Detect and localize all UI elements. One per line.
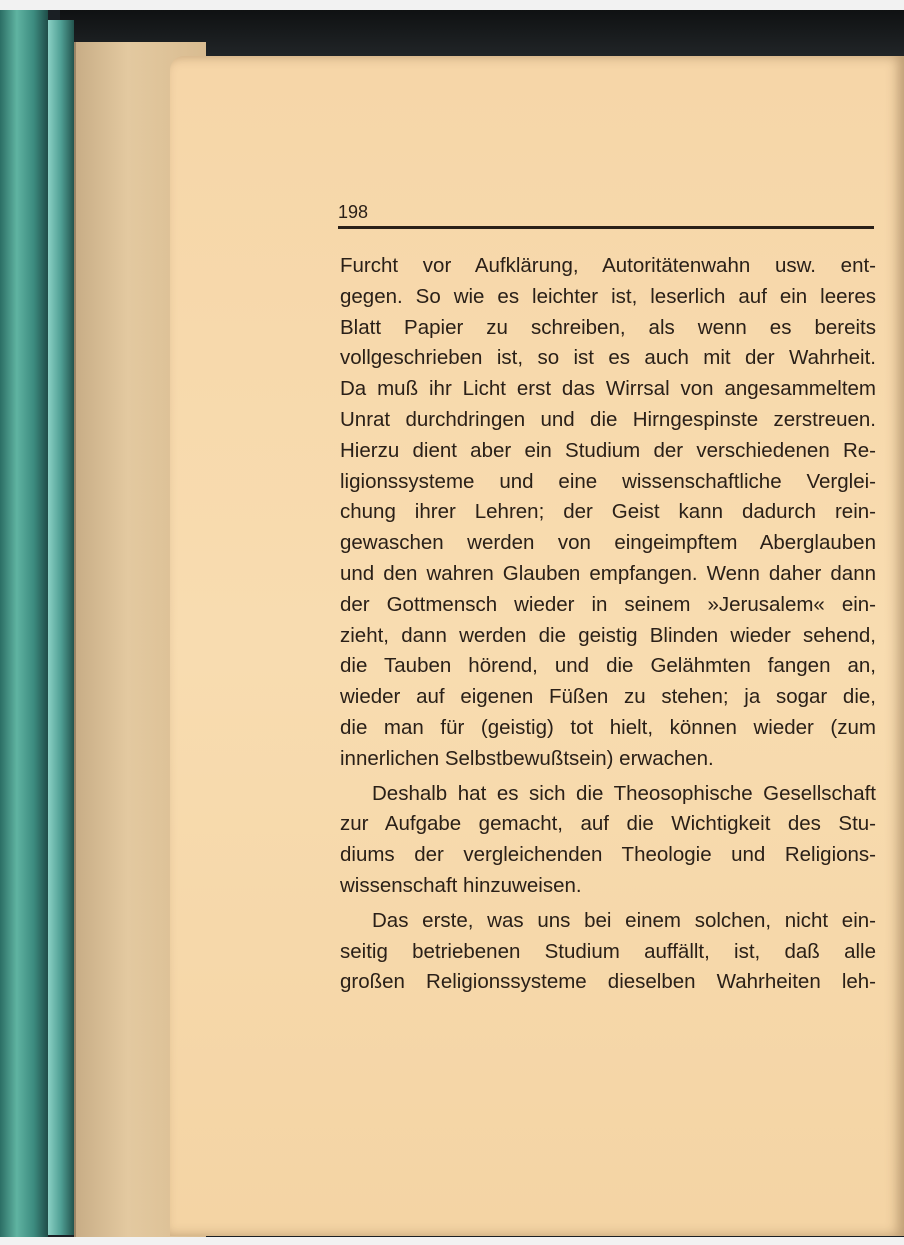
text-line: ligionssysteme und eine wissenschaftliche Verglei- xyxy=(340,469,876,493)
text-line: gewaschen werden von eingeimpftem Aberglauben xyxy=(340,531,876,555)
text-line: zieht, dann werden die geistig Blinden wieder sehend, xyxy=(340,623,876,647)
text-line: chung ihrer Lehren; der Geist kann dadurch rein- xyxy=(340,500,876,524)
text-line: Das erste, was uns bei einem solchen, nicht ein- xyxy=(372,908,876,932)
body-text xyxy=(340,251,876,998)
text-line: der Gottmensch wieder in seinem »Jerusalem« ein- xyxy=(340,592,876,616)
book-cover-spine xyxy=(0,10,48,1238)
text-line: wissenschaft hinzuweisen. xyxy=(340,873,582,897)
text-line: gegen. So wie es leichter ist, leserlich auf ein leeres xyxy=(340,284,876,308)
text-line: wieder auf eigenen Füßen zu stehen; ja sogar die, xyxy=(340,685,876,709)
text-line: die Tauben hörend, und die Gelähmten fangen an, xyxy=(340,654,876,678)
text-line: Da muß ihr Licht erst das Wirrsal von angesammeltem xyxy=(340,377,876,401)
text-line: diums der vergleichenden Theologie und Religions- xyxy=(340,843,876,867)
scan-border-bottom xyxy=(0,1237,904,1245)
text-line: Deshalb hat es sich die Theosophische Gesellschaft xyxy=(372,781,876,805)
scan-border-top xyxy=(0,0,904,10)
text-line: großen Religionssysteme dieselben Wahrheiten leh- xyxy=(340,970,876,994)
text-line: zur Aufgabe gemacht, auf die Wichtigkeit des Stu- xyxy=(340,812,876,836)
page-number: 198 xyxy=(338,202,369,222)
text-line: innerlichen Selbstbewußtsein) erwachen. xyxy=(340,746,714,770)
text-line: und den wahren Glauben empfangen. Wenn daher dann xyxy=(340,561,876,585)
text-line: Hierzu dient aber ein Studium der verschiedenen Re- xyxy=(340,438,876,462)
text-line: Blatt Papier zu schreiben, als wenn es bereits xyxy=(340,315,876,339)
text-line: die man für (geistig) tot hielt, können wieder (zum xyxy=(340,715,876,739)
text-line: Unrat durchdringen und die Hirngespinste zerstreuen. xyxy=(340,407,876,431)
book-cover-edge xyxy=(48,20,74,1235)
text-line: Furcht vor Aufklärung, Autoritätenwahn usw. ent- xyxy=(340,254,876,277)
header-rule xyxy=(338,226,874,229)
text-line: seitig betriebenen Studium auffällt, ist, daß alle xyxy=(340,939,876,963)
text-line: vollgeschrieben ist, so ist es auch mit der Wahrheit. xyxy=(340,346,876,370)
